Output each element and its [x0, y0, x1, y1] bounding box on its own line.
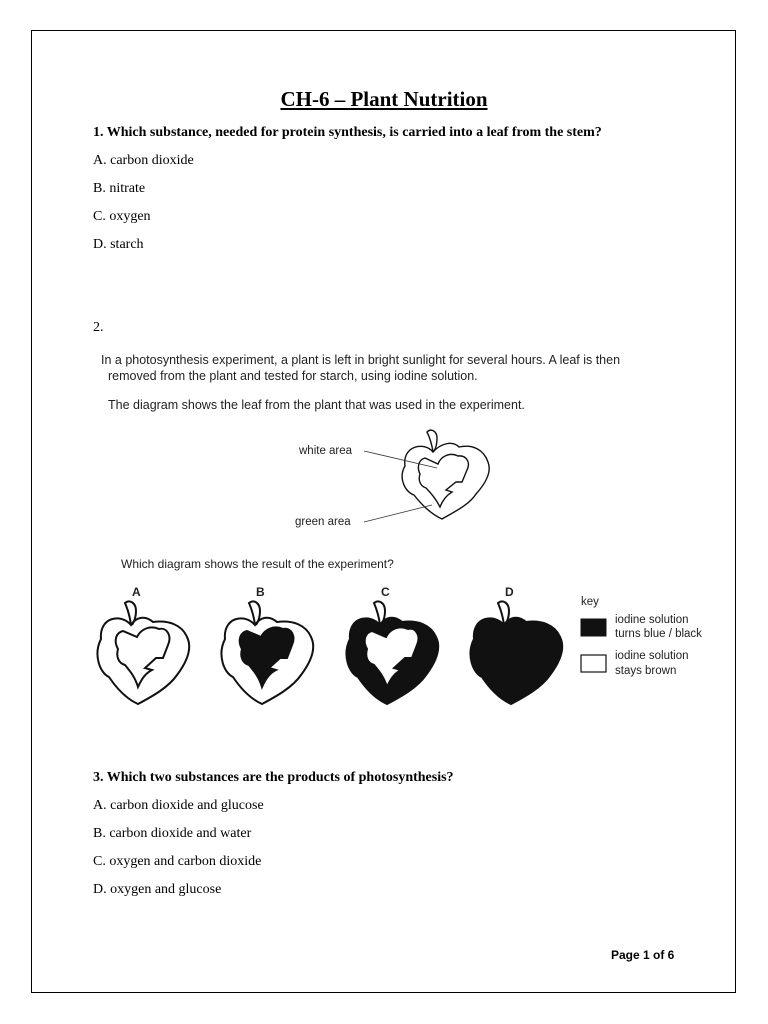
- q2-prompt: Which diagram shows the result of the experiment?: [121, 557, 394, 571]
- key-swatch-black: [581, 619, 606, 636]
- key-white-line-1: iodine solution: [615, 650, 689, 662]
- question-3: 3. Which two substances are the products of photosynthesis?: [93, 770, 454, 785]
- q3-option-d: D. oxygen and glucose: [93, 882, 222, 897]
- label-white-area: white area: [299, 445, 353, 457]
- page-title: CH-6 – Plant Nutrition: [280, 87, 488, 111]
- q3-option-a: A. carbon dioxide and glucose: [93, 798, 264, 813]
- option-letter-a: A: [132, 585, 141, 599]
- leaf-option-c: [346, 601, 438, 704]
- q2-paragraph-line-2: removed from the plant and tested for starch, using iodine solution.: [108, 369, 478, 383]
- key-swatch-white: [581, 655, 606, 672]
- q2-diagram-intro: The diagram shows the leaf from the plant that was used in the experiment.: [108, 398, 525, 412]
- leaf-option-a: [97, 601, 189, 704]
- q3-option-c: C. oxygen and carbon dioxide: [93, 854, 262, 869]
- key-black-line-1: iodine solution: [615, 614, 689, 626]
- q1-option-b: B. nitrate: [93, 181, 146, 196]
- q1-option-c: C. oxygen: [93, 209, 151, 224]
- key-white-line-2: stays brown: [615, 665, 677, 677]
- leaf-option-b: [221, 601, 313, 704]
- key-title: key: [581, 596, 599, 608]
- label-green-area: green area: [295, 516, 351, 528]
- option-letter-d: D: [505, 585, 514, 599]
- q3-option-b: B. carbon dioxide and water: [93, 826, 252, 841]
- q1-option-a: A. carbon dioxide: [93, 153, 194, 168]
- question-1: 1. Which substance, needed for protein synthesis, is carried into a leaf from the stem?: [93, 125, 602, 140]
- key-black-line-2: turns blue / black: [615, 628, 702, 640]
- leaf-option-d: [470, 601, 562, 704]
- q2-paragraph-line-1: In a photosynthesis experiment, a plant is left in bright sunlight for several hours. A leaf is then: [101, 353, 621, 367]
- option-letter-c: C: [381, 585, 390, 599]
- option-letter-b: B: [256, 585, 265, 599]
- question-2-number: 2.: [93, 320, 104, 335]
- q1-option-d: D. starch: [93, 237, 144, 252]
- page-number: Page 1 of 6: [611, 948, 675, 962]
